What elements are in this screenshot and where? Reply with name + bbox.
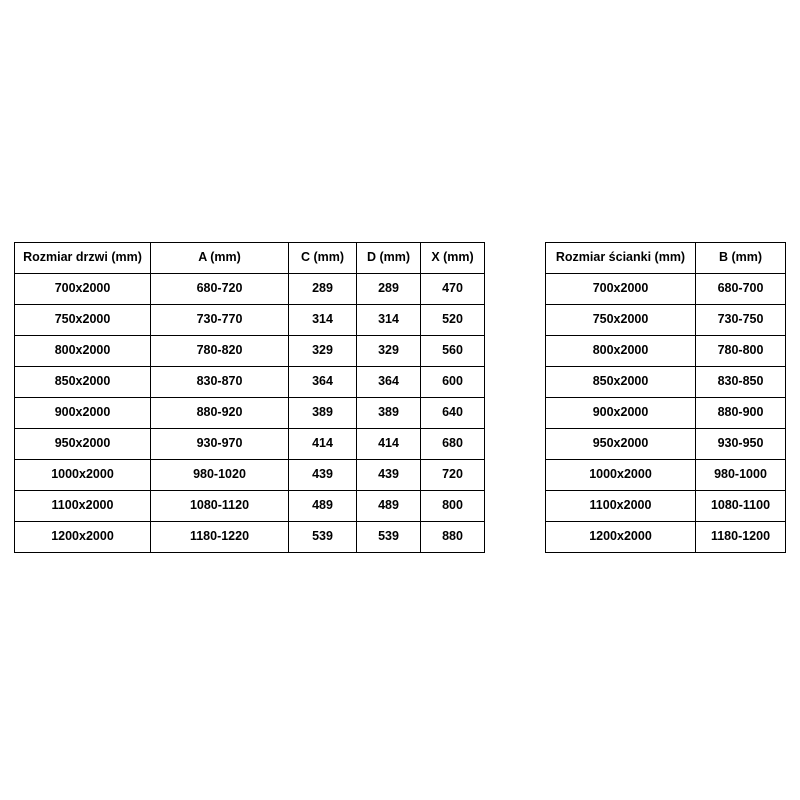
table-row [546,522,786,553]
cell-door-size: 950x2000 [15,429,151,460]
column-header-b: B (mm) [696,243,786,274]
cell-door-size: 1200x2000 [15,522,151,553]
cell-x: 880 [421,522,485,553]
cell-a: 780-820 [151,336,289,367]
table-row [15,491,485,522]
table-row [546,429,786,460]
cell-x: 680 [421,429,485,460]
cell-b: 780-800 [696,336,786,367]
cell-door-size: 900x2000 [15,398,151,429]
table-header-row [15,243,485,274]
cell-c: 329 [289,336,357,367]
cell-b: 680-700 [696,274,786,305]
table-row [546,491,786,522]
cell-c: 489 [289,491,357,522]
cell-x: 470 [421,274,485,305]
cell-a: 880-920 [151,398,289,429]
cell-door-size: 1000x2000 [15,460,151,491]
table-row [546,336,786,367]
cell-d: 539 [357,522,421,553]
cell-d: 414 [357,429,421,460]
table-row [15,522,485,553]
cell-wall-size: 1000x2000 [546,460,696,491]
cell-a: 980-1020 [151,460,289,491]
cell-wall-size: 700x2000 [546,274,696,305]
cell-b: 1180-1200 [696,522,786,553]
cell-door-size: 750x2000 [15,305,151,336]
cell-c: 539 [289,522,357,553]
cell-a: 1180-1220 [151,522,289,553]
table-row [546,367,786,398]
cell-d: 289 [357,274,421,305]
cell-d: 329 [357,336,421,367]
column-header-d: D (mm) [357,243,421,274]
column-header-x: X (mm) [421,243,485,274]
cell-c: 389 [289,398,357,429]
cell-b: 730-750 [696,305,786,336]
doors-dimension-table [14,242,485,553]
cell-door-size: 700x2000 [15,274,151,305]
cell-b: 980-1000 [696,460,786,491]
cell-a: 830-870 [151,367,289,398]
cell-c: 314 [289,305,357,336]
cell-wall-size: 850x2000 [546,367,696,398]
cell-x: 560 [421,336,485,367]
cell-d: 489 [357,491,421,522]
cell-a: 930-970 [151,429,289,460]
cell-d: 364 [357,367,421,398]
cell-d: 314 [357,305,421,336]
cell-b: 830-850 [696,367,786,398]
cell-b: 930-950 [696,429,786,460]
table-row [546,274,786,305]
cell-door-size: 850x2000 [15,367,151,398]
cell-a: 1080-1120 [151,491,289,522]
cell-x: 720 [421,460,485,491]
cell-wall-size: 750x2000 [546,305,696,336]
table-row [546,305,786,336]
cell-c: 414 [289,429,357,460]
table-row [15,336,485,367]
cell-wall-size: 800x2000 [546,336,696,367]
column-header-wall-size: Rozmiar ścianki (mm) [546,243,696,274]
cell-wall-size: 1200x2000 [546,522,696,553]
column-header-door-size: Rozmiar drzwi (mm) [15,243,151,274]
cell-x: 800 [421,491,485,522]
table-row [15,429,485,460]
column-header-c: C (mm) [289,243,357,274]
cell-door-size: 800x2000 [15,336,151,367]
cell-c: 364 [289,367,357,398]
tables-container [14,242,786,553]
wall-dimension-table [545,242,786,553]
table-row [15,305,485,336]
cell-a: 680-720 [151,274,289,305]
cell-x: 520 [421,305,485,336]
cell-c: 289 [289,274,357,305]
table-row [15,274,485,305]
table-row [15,460,485,491]
cell-c: 439 [289,460,357,491]
cell-door-size: 1100x2000 [15,491,151,522]
cell-d: 439 [357,460,421,491]
column-header-a: A (mm) [151,243,289,274]
cell-wall-size: 950x2000 [546,429,696,460]
cell-wall-size: 900x2000 [546,398,696,429]
table-row [15,398,485,429]
cell-x: 640 [421,398,485,429]
cell-wall-size: 1100x2000 [546,491,696,522]
table-row [546,398,786,429]
table-row [546,460,786,491]
cell-d: 389 [357,398,421,429]
table-header-row [546,243,786,274]
table-row [15,367,485,398]
cell-b: 1080-1100 [696,491,786,522]
cell-a: 730-770 [151,305,289,336]
cell-b: 880-900 [696,398,786,429]
cell-x: 600 [421,367,485,398]
